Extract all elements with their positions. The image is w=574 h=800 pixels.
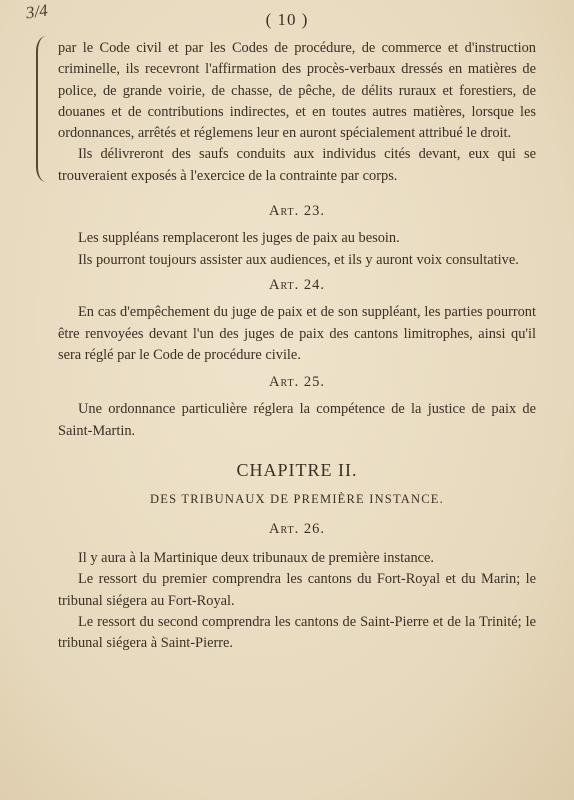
chapter-title: CHAPITRE II. — [236, 460, 358, 481]
page-number: ( 10 ) — [265, 10, 309, 29]
handwritten-marginal-note: 3/4 — [24, 0, 49, 23]
article-24-heading: Art. 24. — [268, 276, 326, 293]
intro-paragraph-2: Ils délivreront des saufs conduits aux individus cités devant, eux qui se trouveraient exposés à l'exercice de la contrainte par corps. — [58, 146, 536, 184]
article-26-heading: Art. 26. — [268, 520, 326, 537]
handwritten-margin-bracket — [36, 36, 46, 182]
article-26-paragraph-1: Il y aura à la Martinique deux tribunaux de première instance. — [78, 549, 435, 566]
article-24-paragraph-1: En cas d'empêchement du juge de paix et de son suppléant, les parties pourront être renvoyées devant l'un des juges de paix des cantons limitrophes, ainsi qu'il sera réglé par le Code de procédure civile. — [58, 304, 536, 363]
article-23-paragraph-2: Ils pourront toujours assister aux audiences, et ils y auront voix consultative. — [78, 251, 519, 268]
article-25-paragraph-1: Une ordonnance particulière réglera la compétence de la justice de paix de Saint-Martin. — [58, 401, 536, 439]
section-title: DES TRIBUNAUX DE PREMIÈRE INSTANCE. — [150, 492, 444, 507]
article-25-heading: Art. 25. — [268, 374, 326, 391]
article-23-paragraph-1: Les suppléans remplaceront les juges de paix au besoin. — [78, 230, 400, 247]
article-26-paragraph-2: Le ressort du premier comprendra les cantons du Fort-Royal et du Marin; le tribunal siégera au Fort-Royal. — [58, 571, 536, 609]
article-23-heading: Art. 23. — [268, 203, 326, 220]
article-26-paragraph-3: Le ressort du second comprendra les cantons de Saint-Pierre et de la Trinité; le tribunal siégera à Saint-Pierre. — [58, 613, 536, 652]
intro-paragraph: par le Code civil et par les Codes de procédure, de commerce et d'instruction criminelle, ils recevront l'affirmation des procès-verbaux dressés en matières de police, de grande voirie, de chasse, de pêche, de délits ruraux et forestiers, de douanes et de contributions indirectes, et en toutes autres matières, lorsque les ordonnances, arrêtés et réglemens leur en auront spécialement attribué le droit. — [58, 40, 536, 142]
page-body — [58, 38, 536, 654]
